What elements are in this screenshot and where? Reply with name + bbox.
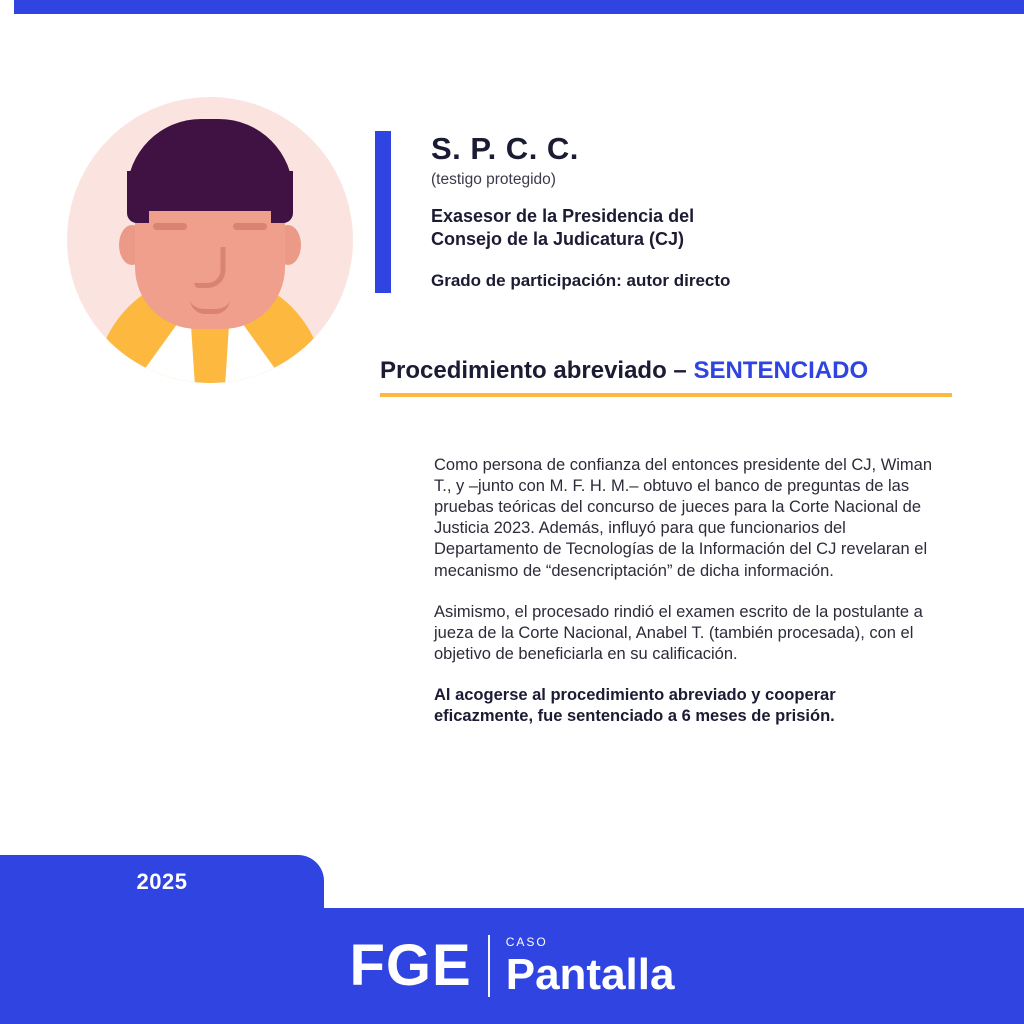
footer-case-name: Pantalla	[505, 949, 675, 999]
profile-role-line-1: Exasesor de la Presidencia del	[431, 205, 695, 226]
top-accent-notch	[0, 0, 14, 14]
footer-case-label: CASO	[505, 934, 548, 949]
avatar-nose	[195, 247, 226, 288]
case-paragraph-3: Al acogerse al procedimiento abreviado y cooperar eficazmente, fue sentenciado a 6 meses de prisión.	[434, 685, 836, 726]
top-accent-bar	[0, 0, 1024, 14]
avatar-brow-right	[233, 223, 267, 230]
footer-logo	[0, 908, 1024, 1024]
header-accent-bar	[375, 131, 391, 293]
footer-divider	[488, 935, 490, 997]
status-section	[380, 357, 952, 397]
avatar-hair-side-left	[127, 171, 149, 223]
footer-case-block	[506, 936, 675, 997]
case-paragraph-1: Como persona de confianza del entonces presidente del CJ, Wiman T., y –junto con M. F. H. M.– obtuvo el banco de preguntas de las pruebas teóricas del concurso de jueces para la Corte Nacional de Justicia 2023. Además, influyó para que funcionarios del Departamento de Tecnologías de la Información del CJ revelaran el mecanismo de “desencriptación” de dicha información.	[434, 456, 933, 580]
year-tab	[0, 855, 324, 909]
avatar-hair	[127, 119, 293, 211]
case-description	[434, 455, 934, 727]
status-underline	[380, 393, 952, 397]
page-title: S. P. C. C.	[431, 131, 579, 166]
profile-role-line-2: Consejo de la Judicatura (CJ)	[431, 229, 685, 250]
footer	[0, 908, 1024, 1024]
avatar-hair-side-right	[271, 171, 293, 223]
profile-name-note: (testigo protegido)	[431, 170, 556, 188]
avatar	[67, 97, 353, 383]
status-procedure-label: Procedimiento abreviado –	[380, 357, 694, 384]
profile-participation: Grado de participación: autor directo	[431, 271, 731, 291]
status-badge	[380, 357, 952, 385]
status-value: SENTENCIADO	[693, 357, 869, 384]
profile-header	[375, 131, 975, 291]
person-avatar-icon	[67, 97, 353, 383]
year-label: 2025	[136, 869, 188, 894]
footer-brand: FGE	[349, 933, 472, 998]
case-paragraph-2: Asimismo, el procesado rindió el examen escrito de la postulante a jueza de la Corte Nacional, Anabel T. (también procesada), con el objetivo de beneficiarla en su calificación.	[434, 602, 923, 663]
avatar-brow-left	[153, 223, 187, 230]
